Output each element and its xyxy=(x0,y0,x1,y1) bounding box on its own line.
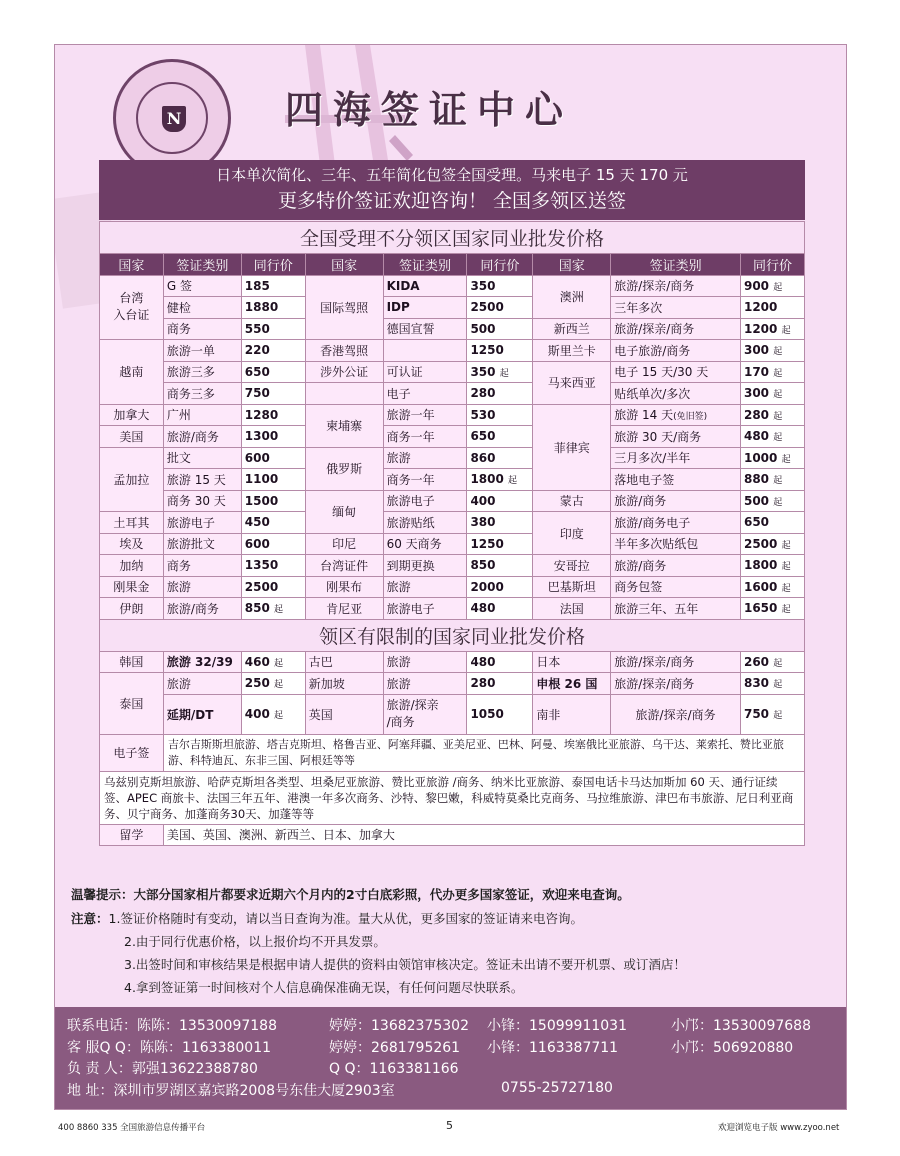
note-2: 2.由于同行优惠价格，以上报价均不开具发票。 xyxy=(124,934,386,949)
type-cell: 旅游/商务 xyxy=(163,426,241,448)
table-row xyxy=(100,361,805,383)
table-row xyxy=(100,275,805,297)
type-cell: 商务 xyxy=(163,318,241,340)
type-cell: 旅游/探亲/商务 xyxy=(611,318,741,340)
country-cell: 台湾 入台证 xyxy=(100,275,164,340)
price-cell: 400 xyxy=(467,490,533,512)
price-cell: 300 起 xyxy=(740,383,804,405)
brand-title: 四海签证中心 xyxy=(285,87,574,132)
country-cell: 香港驾照 xyxy=(305,340,383,362)
country-cell: 美国 xyxy=(100,426,164,448)
footer-left: 400 8860 335 全国旅游信息传播平台 xyxy=(58,1123,206,1133)
study-label: 留学 xyxy=(100,824,164,846)
price-cell: 650 xyxy=(740,512,804,534)
price-cell: 185 xyxy=(241,275,305,297)
country-cell: 安哥拉 xyxy=(533,555,611,577)
type-cell: 批文 xyxy=(163,447,241,469)
price-cell: 1350 xyxy=(241,555,305,577)
price-cell: 1050 xyxy=(467,694,533,734)
type-cell: 商务一年 xyxy=(383,426,467,448)
contact-qq-4: 小邝：506920880 xyxy=(671,1039,794,1056)
type-cell: 旅游 30 天/商务 xyxy=(611,426,741,448)
type-cell xyxy=(383,340,467,362)
country-cell: 申根 26 国 xyxy=(533,673,611,695)
type-cell: 旅游 xyxy=(383,576,467,598)
country-cell: 缅甸 xyxy=(305,490,383,533)
type-cell: 贴纸单次/多次 xyxy=(611,383,741,405)
country-cell: 埃及 xyxy=(100,533,164,555)
col-header: 同行价 xyxy=(467,254,533,276)
country-cell: 加拿大 xyxy=(100,404,164,426)
price-cell: 450 xyxy=(241,512,305,534)
contact-phone-2: 婷婷：13682375302 xyxy=(329,1018,469,1034)
country-cell: 国际驾照 xyxy=(305,275,383,340)
contact-phone-3: 小锋：15099911031 xyxy=(487,1018,627,1034)
col-header: 国家 xyxy=(100,254,164,276)
contact-qq-2: 婷婷：2681795261 xyxy=(329,1039,461,1056)
price-cell: 1800 起 xyxy=(740,555,804,577)
price-cell: 1000 起 xyxy=(740,447,804,469)
price-cell: 1800 起 xyxy=(467,469,533,491)
contact-panel xyxy=(55,1007,847,1110)
price-cell: 1300 xyxy=(241,426,305,448)
price-cell: 280 起 xyxy=(740,404,804,426)
price-cell: 500 起 xyxy=(740,490,804,512)
type-cell: 旅游/探亲/商务 xyxy=(611,275,741,297)
table-row xyxy=(100,694,805,734)
price-cell: 380 xyxy=(467,512,533,534)
table-row xyxy=(100,469,805,491)
price-cell: 650 xyxy=(467,426,533,448)
price-cell: 750 起 xyxy=(740,694,804,734)
note-3: 3.出签时间和审核结果是根据申请人提供的资料由领馆审核决定。签证未出请不要开机票、或订酒店！ xyxy=(124,957,686,972)
country-cell: 泰国 xyxy=(100,673,164,735)
type-cell: 广州 xyxy=(163,404,241,426)
price-cell: 600 xyxy=(241,533,305,555)
table-row xyxy=(100,297,805,319)
country-cell: 南非 xyxy=(533,694,611,734)
contact-manager: 负 责 人：郭强13622388780 xyxy=(67,1061,258,1077)
type-cell: 旅游/商务 xyxy=(611,490,741,512)
type-cell: 电子旅游/商务 xyxy=(611,340,741,362)
type-cell: 健检 xyxy=(163,297,241,319)
country-cell: 肯尼亚 xyxy=(305,598,383,620)
type-cell: 商务三多 xyxy=(163,383,241,405)
table-row xyxy=(100,404,805,426)
type-cell: 商务 30 天 xyxy=(163,490,241,512)
price-cell: 480 xyxy=(467,598,533,620)
section2-title: 领区有限制的国家同业批发价格 xyxy=(100,619,805,651)
price-cell: 170 起 xyxy=(740,361,804,383)
price-table xyxy=(99,221,805,846)
country-cell: 伊朗 xyxy=(100,598,164,620)
price-cell: 750 xyxy=(241,383,305,405)
type-cell: 旅游一单 xyxy=(163,340,241,362)
type-cell: 旅游/探亲 /商务 xyxy=(383,694,467,734)
type-cell: 旅游三多 xyxy=(163,361,241,383)
country-cell: 澳洲 xyxy=(533,275,611,318)
type-cell: 旅游电子 xyxy=(383,490,467,512)
type-cell: G 签 xyxy=(163,275,241,297)
type-cell: 半年多次贴纸包 xyxy=(611,533,741,555)
type-cell: 电子 15 天/30 天 xyxy=(611,361,741,383)
country-cell: 马来西亚 xyxy=(533,361,611,404)
price-cell: 350 xyxy=(467,275,533,297)
section-title-row xyxy=(100,619,805,651)
price-cell: 1250 xyxy=(467,340,533,362)
country-cell: 新西兰 xyxy=(533,318,611,340)
type-cell: 旅游批文 xyxy=(163,533,241,555)
country-cell: 古巴 xyxy=(305,651,383,673)
contact-qq-3: 小锋：1163387711 xyxy=(487,1039,619,1056)
warm-tip: 温馨提示：大部分国家相片都要求近期六个月内的2寸白底彩照，代办更多国家签证，欢迎来电查询。 xyxy=(71,887,630,902)
country-cell: 越南 xyxy=(100,340,164,405)
price-cell: 1280 xyxy=(241,404,305,426)
misc-visa-text: 乌兹别克斯坦旅游、哈萨克斯坦各类型、坦桑尼亚旅游、赞比亚旅游 /商务、纳米比亚旅游、泰国电话卡马达加斯加 60 天、通行证续签、APEC 商旅卡、法国三年五年、港澳一年多次商务、沙特、黎巴嫩，科威特莫桑比克商务、马拉维旅游、津巴布韦旅游、尼日利亚商务、贝宁商务、加蓬商务30天、加蓬等等 xyxy=(100,771,805,824)
table-row xyxy=(100,576,805,598)
banner-line2: 更多特价签证欢迎咨询！ 全国多领区送签 xyxy=(277,190,627,212)
price-cell: 2000 xyxy=(467,576,533,598)
page-number: 5 xyxy=(446,1119,453,1132)
table-row xyxy=(100,598,805,620)
section1-title: 全国受理不分领区国家同业批发价格 xyxy=(100,222,805,254)
table-row xyxy=(100,673,805,695)
country-cell: 法国 xyxy=(533,598,611,620)
country-cell: 韩国 xyxy=(100,651,164,673)
type-cell: 旅游 xyxy=(163,576,241,598)
type-cell: 电子 xyxy=(383,383,467,405)
note-label: 注意： xyxy=(71,911,109,926)
type-cell: 旅游/探亲/商务 xyxy=(611,673,741,695)
country-cell: 斯里兰卡 xyxy=(533,340,611,362)
price-cell: 480 xyxy=(467,651,533,673)
type-cell: 旅游 32/39 xyxy=(163,651,241,673)
note-4: 4.拿到签证第一时间核对个人信息确保准确无误，有任何问题尽快联系。 xyxy=(124,980,524,995)
type-cell: IDP xyxy=(383,297,467,319)
type-cell: 旅游/探亲/商务 xyxy=(611,651,741,673)
price-cell: 480 起 xyxy=(740,426,804,448)
price-cell: 280 xyxy=(467,673,533,695)
price-cell: 460 起 xyxy=(241,651,305,673)
price-cell: 2500 xyxy=(241,576,305,598)
price-cell: 2500 起 xyxy=(740,533,804,555)
price-cell: 1250 xyxy=(467,533,533,555)
type-cell: 旅游/商务电子 xyxy=(611,512,741,534)
type-cell: 旅游电子 xyxy=(383,598,467,620)
table-row xyxy=(100,555,805,577)
table-row xyxy=(100,734,805,771)
country-cell: 菲律宾 xyxy=(533,404,611,490)
price-cell: 850 起 xyxy=(241,598,305,620)
price-cell: 220 xyxy=(241,340,305,362)
footer-right: 欢迎浏览电子版 www.zyoo.net xyxy=(718,1123,840,1133)
col-header: 同行价 xyxy=(740,254,804,276)
price-cell: 350 起 xyxy=(467,361,533,383)
col-header: 签证类别 xyxy=(163,254,241,276)
table-row xyxy=(100,824,805,846)
table-row xyxy=(100,490,805,512)
type-cell: 旅游/探亲/商务 xyxy=(611,694,741,734)
type-cell: 德国宣誓 xyxy=(383,318,467,340)
promo-banner xyxy=(99,160,805,220)
type-cell: 商务包签 xyxy=(611,576,741,598)
flyer-page xyxy=(54,44,847,1110)
type-cell: 落地电子签 xyxy=(611,469,741,491)
price-cell: 260 起 xyxy=(740,651,804,673)
contact-manager-qq: Q Q：1163381166 xyxy=(329,1061,459,1077)
seal-badge: N xyxy=(162,106,186,132)
price-cell: 1100 xyxy=(241,469,305,491)
price-cell: 1500 xyxy=(241,490,305,512)
price-cell: 880 起 xyxy=(740,469,804,491)
country-cell: 孟加拉 xyxy=(100,447,164,512)
table-header-row xyxy=(100,254,805,276)
price-cell: 530 xyxy=(467,404,533,426)
type-cell: 60 天商务 xyxy=(383,533,467,555)
col-header: 同行价 xyxy=(241,254,305,276)
section-title-row xyxy=(100,222,805,254)
type-cell: 旅游三年、五年 xyxy=(611,598,741,620)
type-cell: 旅游/商务 xyxy=(611,555,741,577)
country-cell: 台湾证件 xyxy=(305,555,383,577)
col-header: 签证类别 xyxy=(611,254,741,276)
table-row xyxy=(100,318,805,340)
evisa-text: 吉尔吉斯斯坦旅游、塔吉克斯坦、格鲁吉亚、阿塞拜疆、亚美尼亚、巴林、阿曼、埃塞俄比亚旅游、乌干达、莱索托、赞比亚旅游、科特迪瓦、东非三国、阿根廷等等 xyxy=(163,734,804,771)
type-cell: 旅游/商务 xyxy=(163,598,241,620)
col-header: 国家 xyxy=(533,254,611,276)
tips-section xyxy=(71,885,841,999)
type-cell: 延期/DT xyxy=(163,694,241,734)
country-cell: 刚果布 xyxy=(305,576,383,598)
price-cell: 600 xyxy=(241,447,305,469)
type-cell: 旅游 xyxy=(163,673,241,695)
type-cell: 旅游 xyxy=(383,447,467,469)
col-header: 签证类别 xyxy=(383,254,467,276)
country-cell: 土耳其 xyxy=(100,512,164,534)
type-cell: 旅游 xyxy=(383,651,467,673)
table-row xyxy=(100,383,805,405)
table-row xyxy=(100,426,805,448)
country-cell: 巴基斯坦 xyxy=(533,576,611,598)
contact-phone-4: 小邝：13530097688 xyxy=(671,1018,811,1034)
table-row xyxy=(100,533,805,555)
type-cell: 商务 xyxy=(163,555,241,577)
price-cell: 550 xyxy=(241,318,305,340)
table-row xyxy=(100,771,805,824)
country-cell: 刚果金 xyxy=(100,576,164,598)
contact-phone-1: 联系电话：陈陈：13530097188 xyxy=(67,1018,277,1034)
price-cell: 860 xyxy=(467,447,533,469)
price-cell: 280 xyxy=(467,383,533,405)
price-cell: 650 xyxy=(241,361,305,383)
banner-line1: 日本单次简化、三年、五年简化包签全国受理。马来电子 15 天 170 元 xyxy=(216,166,688,184)
type-cell: 旅游 14 天(免旧签) xyxy=(611,404,741,426)
country-cell: 俄罗斯 xyxy=(305,447,383,490)
country-cell: 加纳 xyxy=(100,555,164,577)
price-cell: 1200 起 xyxy=(740,318,804,340)
col-header: 国家 xyxy=(305,254,383,276)
type-cell: 到期更换 xyxy=(383,555,467,577)
price-cell: 2500 xyxy=(467,297,533,319)
contact-address: 地 址：深圳市罗湖区嘉宾路2008号东佳大厦2903室 xyxy=(67,1082,395,1099)
country-cell: 印尼 xyxy=(305,533,383,555)
table-row xyxy=(100,651,805,673)
type-cell: 三年多次 xyxy=(611,297,741,319)
study-text: 美国、英国、澳洲、新西兰、日本、加拿大 xyxy=(163,824,804,846)
contact-tel: 0755-25727180 xyxy=(501,1079,613,1096)
price-cell: 400 起 xyxy=(241,694,305,734)
type-cell: 旅游贴纸 xyxy=(383,512,467,534)
table-row xyxy=(100,447,805,469)
price-cell: 250 起 xyxy=(241,673,305,695)
price-cell: 1880 xyxy=(241,297,305,319)
price-cell: 850 xyxy=(467,555,533,577)
type-cell: 可认证 xyxy=(383,361,467,383)
type-cell: 旅游电子 xyxy=(163,512,241,534)
country-cell: 英国 xyxy=(305,694,383,734)
country-cell: 蒙古 xyxy=(533,490,611,512)
country-cell: 涉外公证 xyxy=(305,361,383,383)
type-cell: 商务一年 xyxy=(383,469,467,491)
note-1: 1.签证价格随时有变动，请以当日查询为准。量大从优，更多国家的签证请来电咨询。 xyxy=(108,911,583,926)
price-cell: 1600 起 xyxy=(740,576,804,598)
type-cell: KIDA xyxy=(383,275,467,297)
country-cell: 新加坡 xyxy=(305,673,383,695)
table-row xyxy=(100,512,805,534)
evisa-label: 电子签 xyxy=(100,734,164,771)
country-cell: 柬埔寨 xyxy=(305,404,383,447)
price-cell: 1200 xyxy=(740,297,804,319)
contact-qq-1: 客 服Q Q：陈陈：1163380011 xyxy=(67,1039,272,1056)
price-cell: 1650 起 xyxy=(740,598,804,620)
type-cell: 旅游 xyxy=(383,673,467,695)
price-cell: 500 xyxy=(467,318,533,340)
type-cell: 旅游 15 天 xyxy=(163,469,241,491)
price-cell: 900 起 xyxy=(740,275,804,297)
type-cell: 三月多次/半年 xyxy=(611,447,741,469)
country-cell: 印度 xyxy=(533,512,611,555)
type-cell: 旅游一年 xyxy=(383,404,467,426)
country-cell: 日本 xyxy=(533,651,611,673)
price-cell: 300 起 xyxy=(740,340,804,362)
price-cell: 830 起 xyxy=(740,673,804,695)
table-row xyxy=(100,340,805,362)
